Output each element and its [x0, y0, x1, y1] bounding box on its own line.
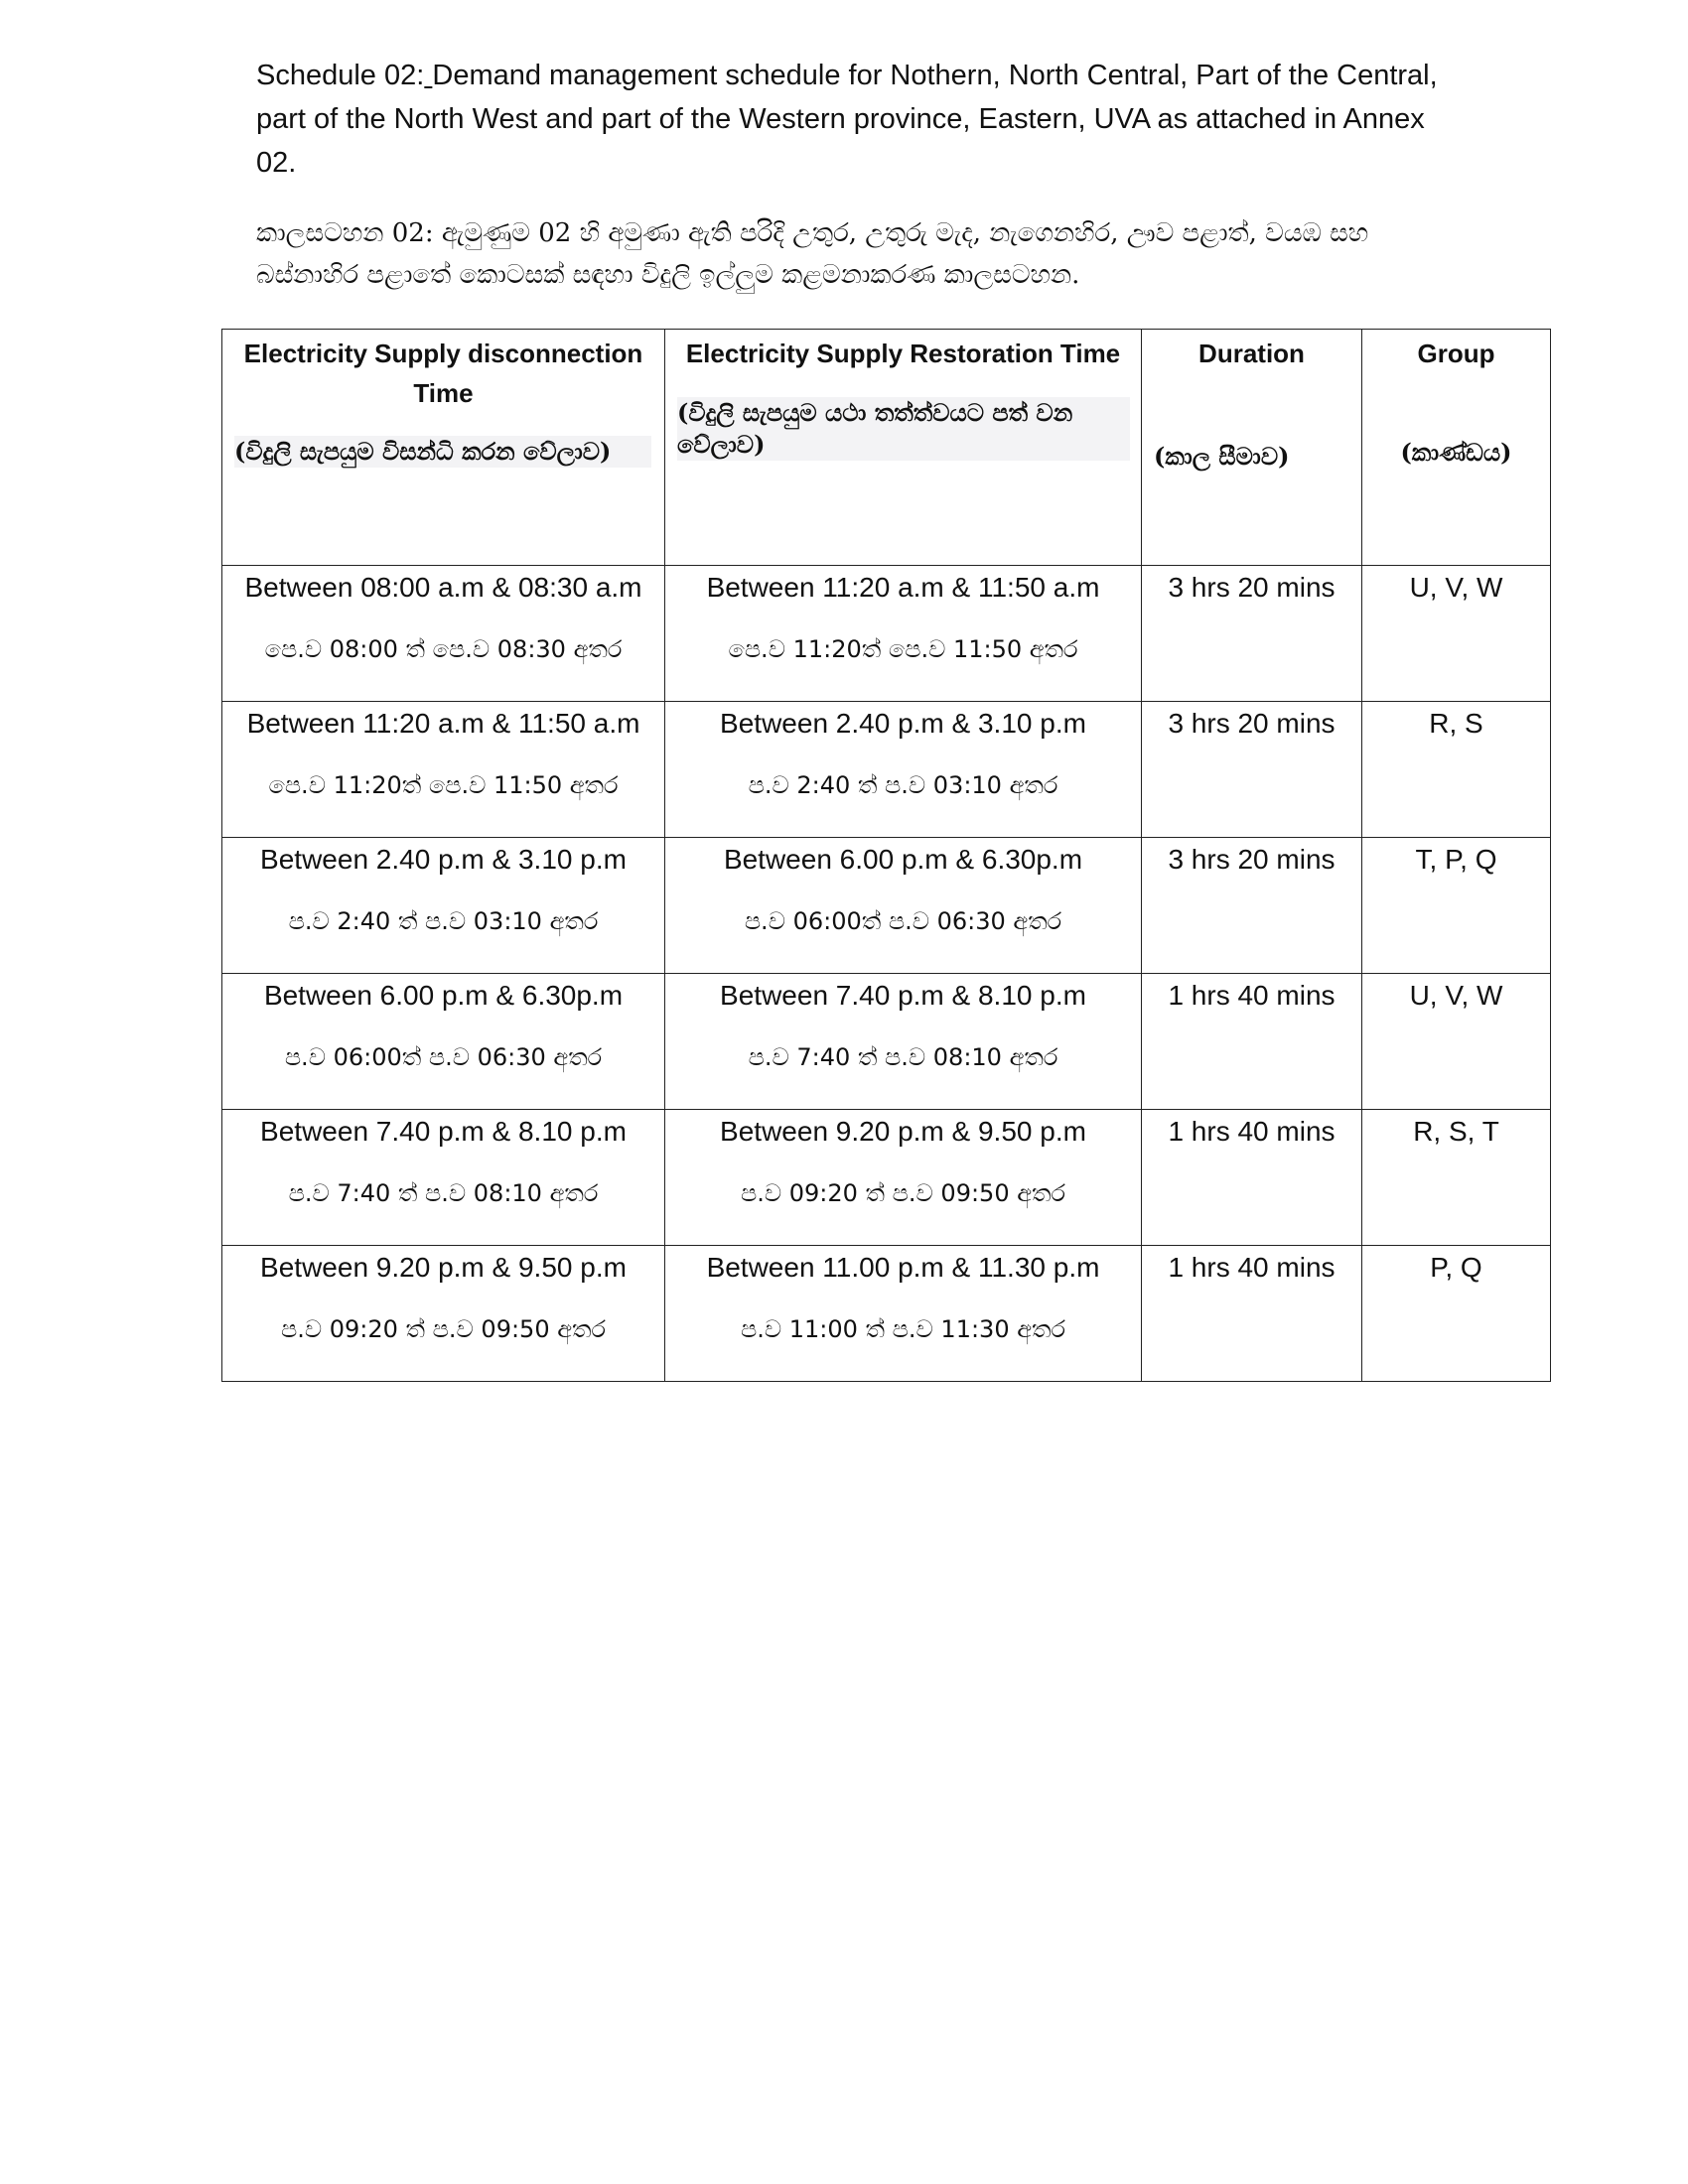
cell-text-si: ප.ව 7:40 ත් ප.ව 08:10 අතර [748, 1043, 1058, 1071]
header-label-si: (කාණ්ඩය) [1400, 438, 1512, 467]
table-row [222, 974, 1551, 1110]
header-label-si: (විදුලි සැපයුම යථා තත්ත්වයට පත් වන වේලාව) [677, 397, 1130, 461]
cell-text-en: T, P, Q [1415, 844, 1497, 875]
cell-text-en: Between 08:00 a.m & 08:30 a.m [244, 572, 642, 603]
disconnection-cell [222, 566, 665, 702]
header-group [1362, 330, 1551, 566]
table-row [222, 566, 1551, 702]
header-label-si: (කාල සීමාව) [1154, 442, 1290, 471]
duration-cell [1142, 838, 1362, 974]
restoration-cell [665, 1110, 1142, 1246]
cell-text-si: ප.ව 06:00ත් ප.ව 06:30 අතර [284, 1043, 603, 1071]
cell-text-si: ප.ව 09:20 ත් ප.ව 09:50 අතර [741, 1179, 1065, 1207]
cell-text-si: ප.ව 2:40 ත් ප.ව 03:10 අතර [748, 771, 1058, 799]
cell-text-en: U, V, W [1409, 572, 1503, 603]
header-label-en: Electricity Supply disconnection Time [243, 339, 643, 408]
cell-text-en: Between 11.00 p.m & 11.30 p.m [706, 1252, 1100, 1283]
group-cell [1362, 1246, 1551, 1382]
table-row [222, 1246, 1551, 1382]
duration-cell [1142, 702, 1362, 838]
cell-text-en: Between 6.00 p.m & 6.30p.m [263, 980, 624, 1011]
cell-text-en: R, S [1429, 708, 1483, 739]
restoration-cell [665, 1246, 1142, 1382]
cell-text-en: 1 hrs 40 mins [1168, 980, 1336, 1011]
table-row [222, 838, 1551, 974]
disconnection-cell [222, 838, 665, 974]
schedule-table [221, 329, 1551, 1382]
header-duration [1142, 330, 1362, 566]
cell-text-si: පෙ.ව 11:20ත් පෙ.ව 11:50 අතර [728, 635, 1078, 663]
cell-text-en: R, S, T [1413, 1116, 1499, 1147]
cell-text-en: Between 7.40 p.m & 8.10 p.m [720, 980, 1086, 1011]
cell-text-si: ප.ව 06:00ත් ප.ව 06:30 අතර [744, 907, 1062, 935]
group-cell [1362, 566, 1551, 702]
table-row [222, 1110, 1551, 1246]
restoration-cell [665, 974, 1142, 1110]
restoration-cell [665, 702, 1142, 838]
group-cell [1362, 1110, 1551, 1246]
cell-text-si: පෙ.ව 11:20ත් පෙ.ව 11:50 අතර [268, 771, 619, 799]
cell-text-en: 3 hrs 20 mins [1168, 572, 1336, 603]
cell-text-en: 1 hrs 40 mins [1168, 1116, 1336, 1147]
cell-text-en: P, Q [1430, 1252, 1482, 1283]
cell-text-en: 1 hrs 40 mins [1168, 1252, 1336, 1283]
cell-text-en: Between 11:20 a.m & 11:50 a.m [706, 572, 1100, 603]
disconnection-cell [222, 702, 665, 838]
duration-cell [1142, 566, 1362, 702]
cell-text-en: Between 2.40 p.m & 3.10 p.m [720, 708, 1086, 739]
schedule-description: Demand management schedule for Nothern, North Central, Part of the Central, part of the North West and part of the Western province, Eastern, UVA as attached in Annex 02. [256, 60, 1438, 179]
table-header-row [222, 330, 1551, 566]
cell-text-si: ප.ව 11:00 ත් ප.ව 11:30 අතර [741, 1315, 1065, 1343]
disconnection-cell [222, 1246, 665, 1382]
header-label-si: (විදුලි සැපයුම විසන්ධි කරන වේලාව) [234, 436, 651, 468]
cell-text-en: Between 2.40 p.m & 3.10 p.m [260, 844, 627, 875]
cell-text-en: Between 9.20 p.m & 9.50 p.m [720, 1116, 1086, 1147]
duration-cell [1142, 1110, 1362, 1246]
cell-text-en: 3 hrs 20 mins [1168, 844, 1336, 875]
table-row [222, 702, 1551, 838]
cell-text-si: ප.ව 09:20 ත් ප.ව 09:50 අතර [281, 1315, 606, 1343]
cell-text-si: ප.ව 2:40 ත් ප.ව 03:10 අතර [288, 907, 599, 935]
cell-text-en: 3 hrs 20 mins [1168, 708, 1336, 739]
cell-text-si: ප.ව 7:40 ත් ප.ව 08:10 අතර [288, 1179, 599, 1207]
cell-text-en: Between 9.20 p.m & 9.50 p.m [260, 1252, 627, 1283]
header-label-en: Group [1417, 339, 1495, 368]
schedule-title-sinhala: කාලසටහන 02: ඇමුණුම 02 හි අමුණා ඇති පරිදි උතුර, උතුරු මැද, නැගෙනහිර, ඌව පළාත්, වයඹ සහ බස්නාහිර පළාතේ කොටසක් සඳහා විදුලි ඉල්ලුම කළමනාකරණ කාලසටහන. [256, 218, 1369, 290]
cell-text-si: පෙ.ව 08:00 ත් පෙ.ව 08:30 අතර [264, 635, 623, 663]
schedule-label: Schedule 02: [256, 60, 425, 91]
duration-cell [1142, 974, 1362, 1110]
header-label-en: Electricity Supply Restoration Time [685, 339, 1121, 368]
cell-text-en: Between 7.40 p.m & 8.10 p.m [260, 1116, 627, 1147]
group-cell [1362, 838, 1551, 974]
cell-text-en: U, V, W [1409, 980, 1503, 1011]
disconnection-cell [222, 1110, 665, 1246]
group-cell [1362, 702, 1551, 838]
restoration-cell [665, 838, 1142, 974]
restoration-cell [665, 566, 1142, 702]
schedule-title-english [256, 54, 1448, 185]
group-cell [1362, 974, 1551, 1110]
duration-cell [1142, 1246, 1362, 1382]
cell-text-en: Between 6.00 p.m & 6.30p.m [723, 844, 1083, 875]
header-disconnection-time [222, 330, 665, 566]
cell-text-en: Between 11:20 a.m & 11:50 a.m [246, 708, 640, 739]
disconnection-cell [222, 974, 665, 1110]
header-label-en: Duration [1198, 339, 1305, 368]
header-restoration-time [665, 330, 1142, 566]
